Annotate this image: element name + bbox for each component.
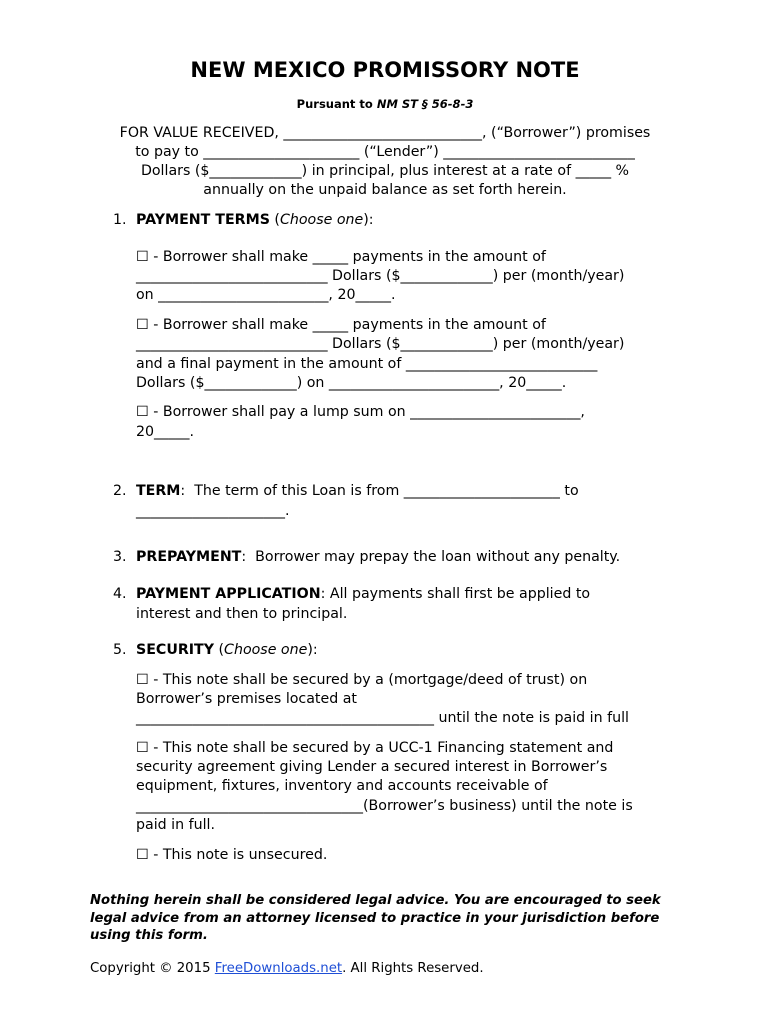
term-line-2: _____________________. xyxy=(136,503,290,519)
security-option-2-line-2: security agreement giving Lender a secured interest in Borrower’s xyxy=(136,759,608,775)
document-subtitle xyxy=(0,97,770,111)
payment-application-line-1 xyxy=(136,585,590,604)
security-option-3: ☐ - This note is unsecured. xyxy=(136,847,328,863)
payment-option-1-line-1: ☐ - Borrower shall make _____ payments in the amount of xyxy=(136,249,546,265)
security-heading: SECURITY xyxy=(136,642,214,658)
term-line-1 xyxy=(136,482,579,501)
payment-option-2-line-2: ___________________________ Dollars ($_____________) per (month/year) xyxy=(136,336,625,352)
section-heading-payment-terms: PAYMENT TERMS (Choose one): xyxy=(136,212,374,228)
security-option-2-line-5: paid in full. xyxy=(136,817,215,833)
security-option-1-line-2: Borrower’s premises located at xyxy=(136,691,357,707)
intro-line-2: to pay to ______________________ (“Lender”) ___________________________ xyxy=(135,144,635,160)
payment-option-2-line-1: ☐ - Borrower shall make _____ payments in the amount of xyxy=(136,317,546,333)
payment-terms-choose: Choose one xyxy=(279,212,364,228)
document-title: NEW MEXICO PROMISSORY NOTE xyxy=(190,58,580,82)
intro-line-3: Dollars ($_____________) in principal, plus interest at a rate of _____ % xyxy=(140,163,630,179)
security-option-1-line-3: __________________________________________ until the note is paid in full xyxy=(136,710,629,726)
payment-option-3-line-2: 20_____. xyxy=(136,424,195,440)
payment-application-heading: PAYMENT APPLICATION xyxy=(136,586,321,602)
term-heading: TERM xyxy=(136,483,181,499)
security-option-2-line-1: ☐ - This note shall be secured by a UCC-1 Financing statement and xyxy=(136,740,614,756)
intro-line-1: FOR VALUE RECEIVED, ____________________________, (“Borrower”) promises xyxy=(119,125,651,141)
copyright-footer xyxy=(90,959,484,978)
payment-option-2-line-3: and a final payment in the amount of ___________________________ xyxy=(136,356,598,372)
section-number-payment-terms: 1. xyxy=(113,212,127,228)
term-text-1: : The term of this Loan is from ______________________ to xyxy=(180,483,579,499)
section-number-prepayment: 3. xyxy=(113,549,127,565)
security-option-1-line-1: ☐ - This note shall be secured by a (mortgage/deed of trust) on xyxy=(136,672,588,688)
statute-reference: NM ST § 56-8-3 xyxy=(376,97,474,111)
payment-option-1-line-2: ___________________________ Dollars ($_____________) per (month/year) xyxy=(136,268,625,284)
subtitle-prefix: Pursuant to xyxy=(296,97,377,111)
section-heading-security: SECURITY (Choose one): xyxy=(136,642,318,658)
prepayment-text: : Borrower may prepay the loan without any penalty. xyxy=(241,549,621,565)
section-number-payment-application: 4. xyxy=(113,586,127,602)
payment-terms-heading: PAYMENT TERMS xyxy=(136,212,270,228)
freedownloads-link[interactable]: FreeDownloads.net xyxy=(214,961,343,976)
section-number-term: 2. xyxy=(113,483,127,499)
intro-line-4: annually on the unpaid balance as set forth herein. xyxy=(203,182,567,198)
copyright-suffix: . All Rights Reserved. xyxy=(342,961,484,976)
security-option-2-line-3: equipment, fixtures, inventory and accounts receivable of xyxy=(136,778,548,794)
prepayment-heading: PREPAYMENT xyxy=(136,549,242,565)
security-option-2-line-4: ________________________________(Borrower’s business) until the note is xyxy=(136,798,633,814)
security-choose: Choose one xyxy=(224,642,308,658)
legal-disclaimer: Nothing herein shall be considered legal advice. You are encouraged to seek legal advice from an attorney licensed to practice in your jurisdiction before using this form. xyxy=(90,893,661,943)
payment-application-line-2: interest and then to principal. xyxy=(136,606,348,622)
payment-application-text-1: : All payments shall first be applied to xyxy=(320,586,591,602)
copyright-prefix: Copyright © 2015 xyxy=(90,961,215,976)
payment-option-2-line-4: Dollars ($_____________) on ________________________, 20_____. xyxy=(136,375,567,391)
section-number-security: 5. xyxy=(113,642,127,658)
prepayment-line xyxy=(136,548,620,567)
payment-option-1-line-3: on ________________________, 20_____. xyxy=(136,287,396,303)
payment-option-3-line-1: ☐ - Borrower shall pay a lump sum on ________________________, xyxy=(136,404,585,420)
